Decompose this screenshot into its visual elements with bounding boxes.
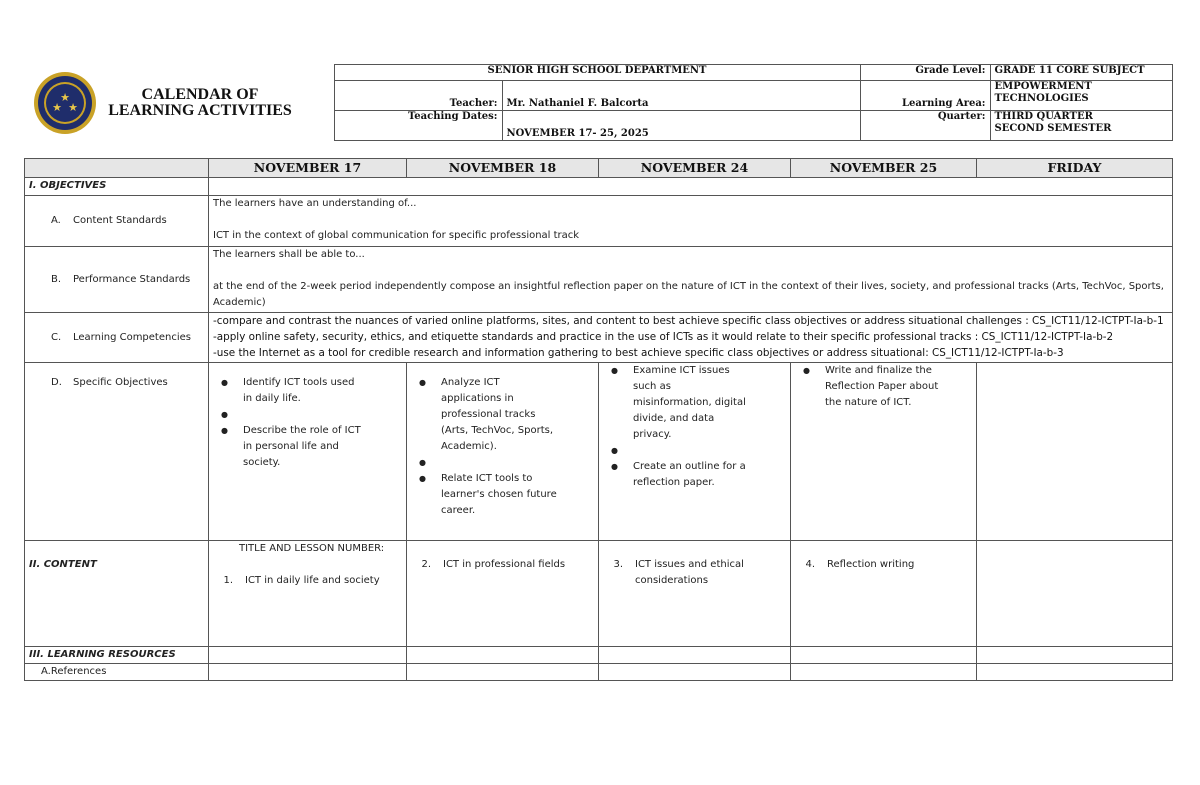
lesson-title: ICT in professional fields <box>443 559 566 570</box>
lesson-title: Reflection writing <box>827 559 915 570</box>
resources-day4 <box>791 647 977 664</box>
learning-competencies-text <box>209 313 1173 363</box>
lesson-plan-table <box>24 158 1173 681</box>
performance-standards-line-1: The learners shall be able to... <box>213 249 365 260</box>
performance-standards-label: Performance Standards <box>73 273 191 285</box>
quarter-value <box>990 111 1172 141</box>
quarter-label: Quarter: <box>860 111 990 141</box>
learning-competencies-label-cell <box>25 313 209 363</box>
objective-item: ● Describe the role of ICT in personal life and society. <box>213 423 361 471</box>
learning-area-line-2: TECHNOLOGIES <box>994 93 1089 104</box>
resources-row <box>25 647 1173 664</box>
day-header-1: NOVEMBER 17 <box>209 159 407 178</box>
teacher-label: Teacher: <box>334 81 502 111</box>
resources-heading: III. LEARNING RESOURCES <box>25 647 209 664</box>
content-day2 <box>407 541 599 647</box>
specific-objectives-day1 <box>209 363 407 541</box>
references-day5 <box>977 664 1173 681</box>
competency-2: -apply online safety, security, ethics, and etiquette standards and practice in the use of ICTs as it would relate to their specific professional tracks : CS_ICT11/12-ICTPT-Ia-b-2 <box>213 331 1114 343</box>
references-row <box>25 664 1173 681</box>
references-day1 <box>209 664 407 681</box>
svg-text:★: ★ <box>68 100 78 114</box>
lesson-number: 4. <box>805 559 815 570</box>
learning-area-value <box>990 81 1172 111</box>
content-standards-label: Content Standards <box>73 215 167 226</box>
objectives-heading: I. OBJECTIVES <box>25 178 209 196</box>
lesson-number: 3. <box>613 559 623 570</box>
svg-text:★: ★ <box>52 100 62 114</box>
competency-3: -use the Internet as a tool for credible research and information gathering to best achieve specific class objectives or address situational: CS_ICT11/12-ICTPT-Ia-b-3 <box>213 347 1064 359</box>
performance-standards-text <box>209 247 1173 313</box>
header-table <box>24 64 1173 141</box>
performance-standards-row <box>25 247 1173 313</box>
header-logo-title-cell <box>24 65 334 141</box>
resources-day3 <box>599 647 791 664</box>
references-label: A.References <box>25 664 209 681</box>
svg-text:★: ★ <box>60 90 70 104</box>
quarter-line-1: THIRD QUARTER <box>994 111 1093 122</box>
performance-standards-line-2: at the end of the 2-week period independently compose an insightful reflection paper on the nature of ICT in the context of their lives, society, and professional tracks (Arts, TechVoc, Sports, Academic) <box>213 281 1164 308</box>
learning-area-line-1: EMPOWERMENT <box>994 81 1092 92</box>
school-seal-icon <box>30 71 100 135</box>
content-standards-line-1: The learners have an understanding of... <box>213 198 417 209</box>
content-heading: II. CONTENT <box>25 541 209 647</box>
specific-objectives-day5 <box>977 363 1173 541</box>
quarter-line-2: SECOND SEMESTER <box>994 123 1112 134</box>
specific-objectives-label: Specific Objectives <box>73 377 168 388</box>
specific-objectives-label-cell <box>25 363 209 541</box>
competency-1: -compare and contrast the nuances of varied online platforms, sites, and content to best achieve specific class objectives or address situational challenges : CS_ICT11/12-ICTPT-Ia-b-1 <box>213 315 1164 327</box>
performance-standards-label-cell <box>25 247 209 313</box>
grade-level-value: GRADE 11 CORE SUBJECT <box>990 65 1172 81</box>
resources-day5 <box>977 647 1173 664</box>
lesson-number: 1. <box>223 575 233 586</box>
content-day4 <box>791 541 977 647</box>
learning-competencies-label: Learning Competencies <box>73 331 191 343</box>
objective-item: ● Examine ICT issues such as misinformation, digital divide, and data privacy. <box>603 363 751 443</box>
teaching-dates-value: NOVEMBER 17- 25, 2025 <box>502 111 860 141</box>
day-header-2: NOVEMBER 18 <box>407 159 599 178</box>
content-standards-row <box>25 196 1173 247</box>
department: SENIOR HIGH SCHOOL DEPARTMENT <box>334 65 860 81</box>
learning-competencies-marker: C. <box>51 331 62 343</box>
day-header-4: NOVEMBER 25 <box>791 159 977 178</box>
objectives-row <box>25 178 1173 196</box>
specific-objectives-marker: D. <box>51 377 62 388</box>
content-title-heading: TITLE AND LESSON NUMBER: <box>239 543 385 554</box>
objective-item: ● Create an outline for a reflection paper. <box>603 459 751 491</box>
days-header-row <box>25 159 1173 178</box>
lesson-number: 2. <box>421 559 431 570</box>
learning-competencies-row <box>25 313 1173 363</box>
performance-standards-marker: B. <box>51 273 62 285</box>
resources-day2 <box>407 647 599 664</box>
day-header-5: FRIDAY <box>977 159 1173 178</box>
content-standards-label-cell <box>25 196 209 247</box>
calendar-title-line-1: CALENDAR OF <box>141 85 259 103</box>
calendar-title-line-2: LEARNING ACTIVITIES <box>108 101 292 119</box>
resources-day1 <box>209 647 407 664</box>
references-day2 <box>407 664 599 681</box>
objectives-blank <box>209 178 1173 196</box>
content-standards-line-2: ICT in the context of global communication for specific professional track <box>213 230 580 241</box>
content-day5 <box>977 541 1173 647</box>
day-header-3: NOVEMBER 24 <box>599 159 791 178</box>
calendar-title <box>100 87 300 119</box>
corner-cell <box>25 159 209 178</box>
specific-objectives-row <box>25 363 1173 541</box>
learning-area-label: Learning Area: <box>860 81 990 111</box>
specific-objectives-day2 <box>407 363 599 541</box>
lesson-title: ICT issues and ethical considerations <box>635 559 744 586</box>
lesson-title: ICT in daily life and society <box>245 575 380 586</box>
objective-item: ● Write and finalize the Reflection Paper about the nature of ICT. <box>795 363 943 411</box>
objective-item: ● Analyze ICT applications in professional tracks (Arts, TechVoc, Sports, Academic). <box>411 375 559 455</box>
grade-level-label: Grade Level: <box>860 65 990 81</box>
content-day1 <box>209 541 407 647</box>
teacher-value: Mr. Nathaniel F. Balcorta <box>502 81 860 111</box>
references-day3 <box>599 664 791 681</box>
content-standards-marker: A. <box>51 215 61 226</box>
content-day3 <box>599 541 791 647</box>
teaching-dates-label: Teaching Dates: <box>334 111 502 141</box>
references-day4 <box>791 664 977 681</box>
objective-item: ● Relate ICT tools to learner's chosen future career. <box>411 471 559 519</box>
content-standards-text <box>209 196 1173 247</box>
specific-objectives-day4 <box>791 363 977 541</box>
specific-objectives-day3 <box>599 363 791 541</box>
content-row <box>25 541 1173 647</box>
objective-item: ● Identify ICT tools used in daily life. <box>213 375 361 407</box>
